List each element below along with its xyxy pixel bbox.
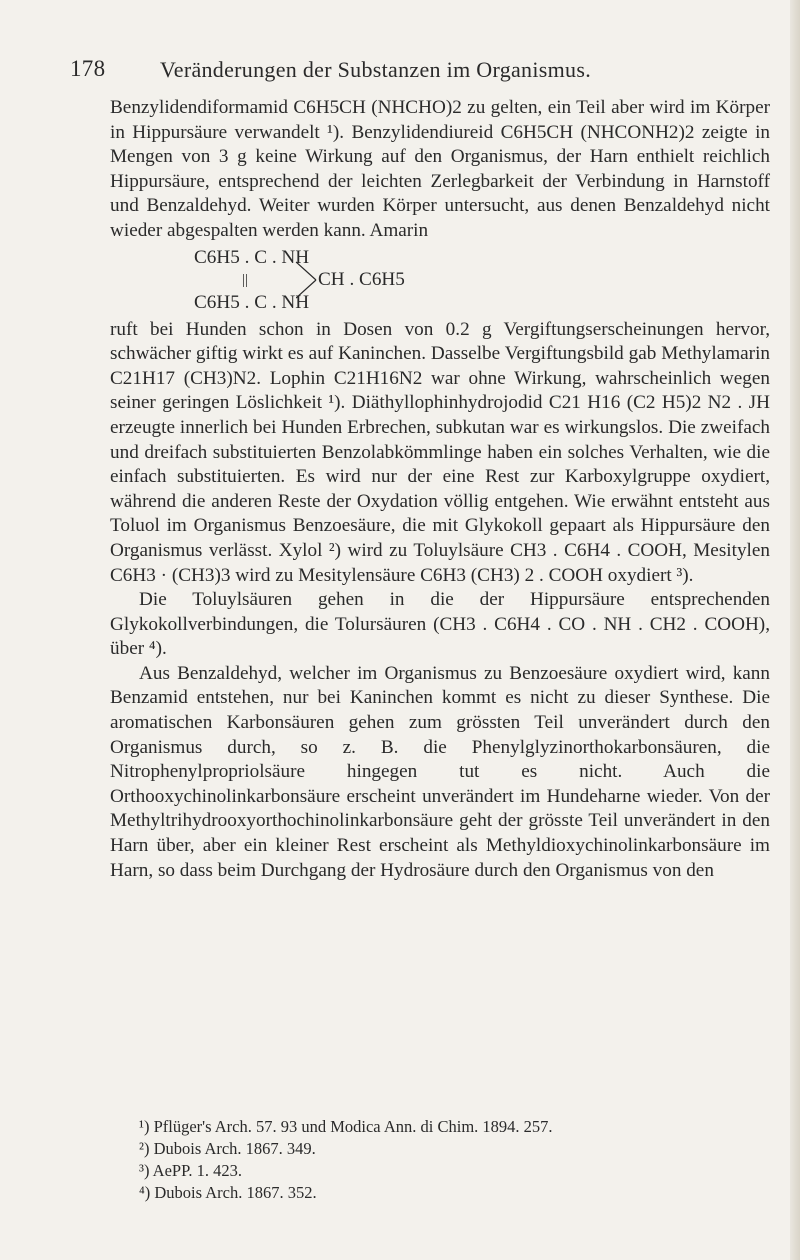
formula-right-group: CH . C6H5 — [318, 268, 405, 290]
paragraph-4: Aus Benzaldehyd, welcher im Organismus zu Benzoesäure oxydiert wird, kann Benzamid entstehen, nur bei Kaninchen kommt es nicht zu dieser Synthese. Die aromatischen Karbonsäuren gehen zum grössten Teil unverändert durch den Organismus durch, so z. B. die Phenylglyzinorthokarbonsäuren, die Nitrophenylpropriolsäure hingegen tut es nicht. Auch die Orthooxychinolinkarbonsäure erscheint unverändert im Hundeharne wieder. Von der Methyltrihydrooxyorthochinolinkarbonsäure geht der grösste Teil unverändert in den Harn über, aber ein kleiner Rest erscheint als Methyldioxychinolinkarbonsäure im Harn, so dass beim Durchgang der Hydrosäure durch den Organismus von den — [110, 662, 770, 881]
footnote-4: ⁴) Dubois Arch. 1867. 352. — [139, 1183, 317, 1202]
formula-bottom-line: C6H5 . C . NH — [194, 291, 310, 313]
page-number: 178 — [70, 56, 106, 81]
footnote-3: ³) AePP. 1. 423. — [139, 1161, 243, 1180]
footnote-2: ²) Dubois Arch. 1867. 349. — [139, 1139, 316, 1158]
paragraph-2: ruft bei Hunden schon in Dosen von 0.2 g Vergiftungserscheinungen hervor, schwächer giftig wirkt es auf Kaninchen. Dasselbe Vergiftungsbild gab Methylamarin C21H17 (CH3)N2. Lophin C21H16N2 war ohne Wirkung, wahrscheinlich wegen seiner geringen Löslichkeit ¹). Diäthyllophinhydrojodid C21 H16 (C2 H5)2 N2 . JH erzeugte innerlich bei Hunden Erbrechen, subkutan war es wirkungslos. Die zweifach und dreifach substituierten Benzolabkömmlinge haben ein solches Verhalten, wie die einfach substituierten. Es wird nur der eine Rest zur Karboxylgruppe oxydiert, während die anderen Reste der Oxydation völlig entgehen. Wie erwähnt entsteht aus Toluol im Organismus Benzoesäure, die mit Glykokoll gepaart als Hippursäure den Organismus verlässt. Xylol ²) wird zu Toluylsäure CH3 . C6H4 . COOH, Mesitylen C6H3 · (CH3)3 wird zu Mesitylensäure C6H3 (CH3) 2 . COOH oxydiert ³). — [110, 318, 770, 586]
paragraph-1: Benzylidendiformamid C6H5CH (NHCHO)2 zu gelten, ein Teil aber wird im Körper in Hippursäure verwandelt ¹). Benzylidendiureid C6H5CH (NHCONH2)2 zeigte in Mengen von 3 g keine Wirkung auf den Organismus, der Harn enthielt reichlich Hippursäure, entsprechend der leichten Zerlegbarkeit der Verbindung in Harnstoff und Benzaldehyd. Weiter wurden Körper untersucht, aus denen Benzaldehyd nicht wieder abgespalten werden kann. Amarin — [110, 97, 770, 241]
formula-top-line: C6H5 . C . NH — [194, 246, 310, 268]
paragraph-3: Die Toluylsäuren gehen in die der Hippursäure entsprechenden Glykokollverbindungen, die Tolursäuren (CH3 . C6H4 . CO . NH . CH2 . COOH), über ⁴). — [110, 589, 770, 660]
body-text — [110, 96, 770, 883]
amarin-structural-formula — [110, 244, 770, 318]
running-title: Veränderungen der Substanzen im Organismus. — [160, 57, 592, 82]
footnote-1: ¹) Pflüger's Arch. 57. 93 und Modica Ann. di Chim. 1894. 257. — [139, 1117, 553, 1136]
page-edge-shadow — [790, 0, 800, 1260]
footnotes — [110, 1116, 770, 1204]
formula-double-bond: || — [242, 271, 249, 288]
